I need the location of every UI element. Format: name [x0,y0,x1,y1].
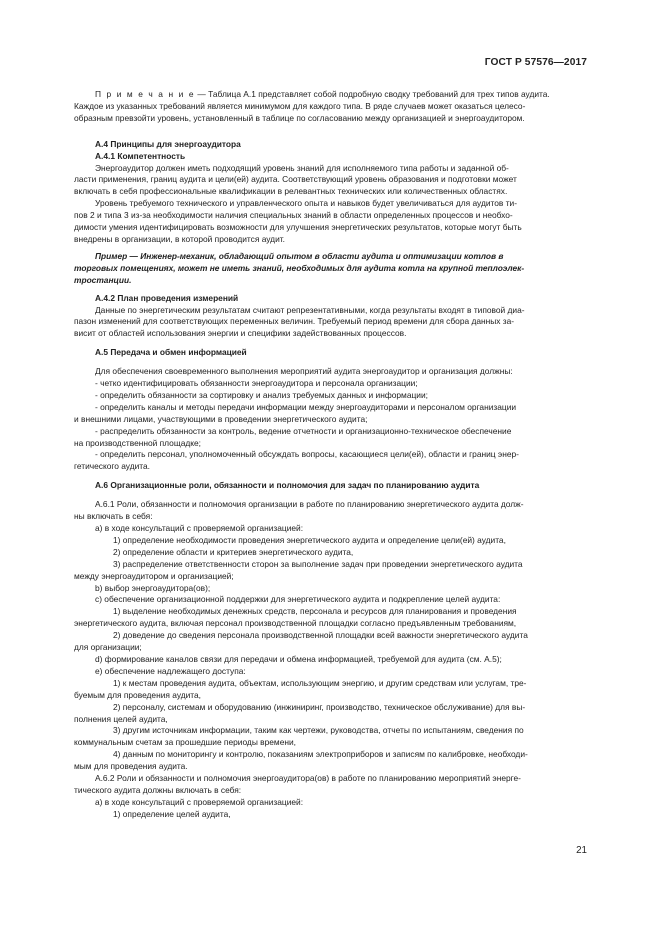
list-item: е) обеспечение надлежащего доступа: [95,665,246,676]
list-item: 4) данным по мониторингу и контролю, показаниям электроприборов и записям по калибровке, необходи- мым для проведения аудита. [74,749,528,772]
list-item: - определить персонал, уполномоченный обсуждать вопросы, касающиеся цели(ей), области и границ энер- гетического аудита. [74,449,519,472]
section-heading-a6: А.6 Организационные роли, обязанности и полномочия для задач по планированию аудита [95,480,480,491]
list-item: 1) определение целей аудита, [113,808,231,819]
list-item: d) формирование каналов связи для передачи и обмена информацией, требуемой для аудита (см. А.5); [95,653,502,664]
list-item: 1) определение необходимости проведения энергетического аудита и определение цели(ей) аудита, [113,534,506,545]
list-item: 1) к местам проведения аудита, объектам, использующим энергию, и другим средствам или услугам, тре- буемым для проведения аудита, [74,677,527,700]
note-label: П р и м е ч а н и е [95,89,196,99]
list-item: 3) другим источникам информации, таким как чертежи, руководства, отчеты по испытаниям, сведения по коммунальным счетам за прошедшие периоды времени, [74,725,524,748]
paragraph: Энергоаудитор должен иметь подходящий уровень знаний для исполняемого типа работы и заданной об- ласти применения, границ аудита и цели(ей) аудита. Соответствующий уровень образования и подготовки может включать в себя профессиональные квалификации в релевантных технических или количественных областях. [74,162,517,197]
list-item: 2) персоналу, системам и оборудованию (инжиниринг, производство, техническое обслуживание) для вы- полнения целей аудита, [74,701,526,724]
note-text-line: Каждое из указанных требований является минимумом для каждого типа. В ряде случаев может оказаться целесо- [74,100,526,111]
section-heading-a5: А.5 Передача и обмен информацией [95,347,247,358]
note-paragraph [74,89,587,125]
paragraph: Данные по энергетическим результатам считают репрезентативными, когда результаты входят в типовой диа- пазон изменений для соответствующих переменных величин. Требуемый период времени для сбора данных за- висит от областей использования энергии и специфики задействованных процессов. [74,304,525,339]
list-item: 2) доведение до сведения персонала производственной площадки всей важности энергетического аудита для организации; [74,630,528,653]
note-text-line: образным превзойти уровень, установленный в таблице по согласованию между организацией и энергоаудитором. [74,112,525,123]
paragraph: Уровень требуемого технического и управленческого опыта и навыков будет увеличиваться для аудитов ти- пов 2 и типа 3 из-за необходимости наличия специальных знаний в области определенных процессов и необхо- димости умения идентифицировать возможности для улучшения энергетических результатов, которые могут быть внедрены в организации, в которой проводится аудит. [74,198,522,244]
paragraph: А.6.1 Роли, обязанности и полномочия организации в работе по планированию энергетического аудита долж- ны включать в себя: [74,499,524,522]
paragraph: Для обеспечения своевременного выполнения мероприятий аудита энергоаудитор и организация должны: [95,366,513,377]
standard-header: ГОСТ Р 57576—2017 [484,57,587,68]
list-item: b) выбор энергоаудитора(ов); [95,582,211,593]
list-item: 3) распределение ответственности сторон за выполнение задач при проведении энергетического аудита между энергоаудитором и организацией; [74,558,523,581]
subsection-heading-a42: А.4.2 План проведения измерений [95,292,239,303]
list-item: - определить обязанности за сортировку и анализ требуемых данных и информации; [95,389,428,400]
section-heading-a4: А.4 Принципы для энергоаудитора [95,138,241,149]
list-item: 2) определение области и критериев энергетического аудита, [113,546,354,557]
page-number: 21 [576,845,587,856]
list-item: c) обеспечение организационной поддержки для энергетического аудита и подкрепление целей аудита: [95,594,501,605]
subsection-heading-a41: А.4.1 Компетентность [95,150,186,161]
example-paragraph: Пример — Инженер-механик, обладающий опытом в области аудита и оптимизации котлов в торговых помещениях, может не иметь знаний, необходимых для аудита котла на крупной теплоэлек- тростанции. [74,250,525,285]
list-item: а) в ходе консультаций с проверяемой организацией: [95,523,304,533]
list-item: - четко идентифицировать обязанности энергоаудитора и персонала организации; [95,378,418,389]
note-text-line: — Таблица А.1 представляет собой подробную сводку требований для трех типов аудита. [195,89,550,99]
list-item: а) в ходе консультаций с проверяемой организацией: [95,796,304,807]
list-item: 1) выделение необходимых денежных средств, персонала и ресурсов для планирования и проведения энергетического аудита, включая персонал производственной площадки согласно предъявленным требованиям, [74,606,517,629]
paragraph: А.6.2 Роли и обязанности и полномочия энергоаудитора(ов) в работе по планированию мероприятий энерге- тического аудита должны включать в себя: [74,773,521,795]
list-item: - определить каналы и методы передачи информации между энергоаудиторами и персоналом организации и внешними лицами, участвующими в проведении энергетического аудита; [74,401,517,424]
list-item: - распределить обязанности за контроль, ведение отчетности и организационно-техническое обеспечение на производственной площадке; [74,425,512,448]
page-content [74,89,587,821]
